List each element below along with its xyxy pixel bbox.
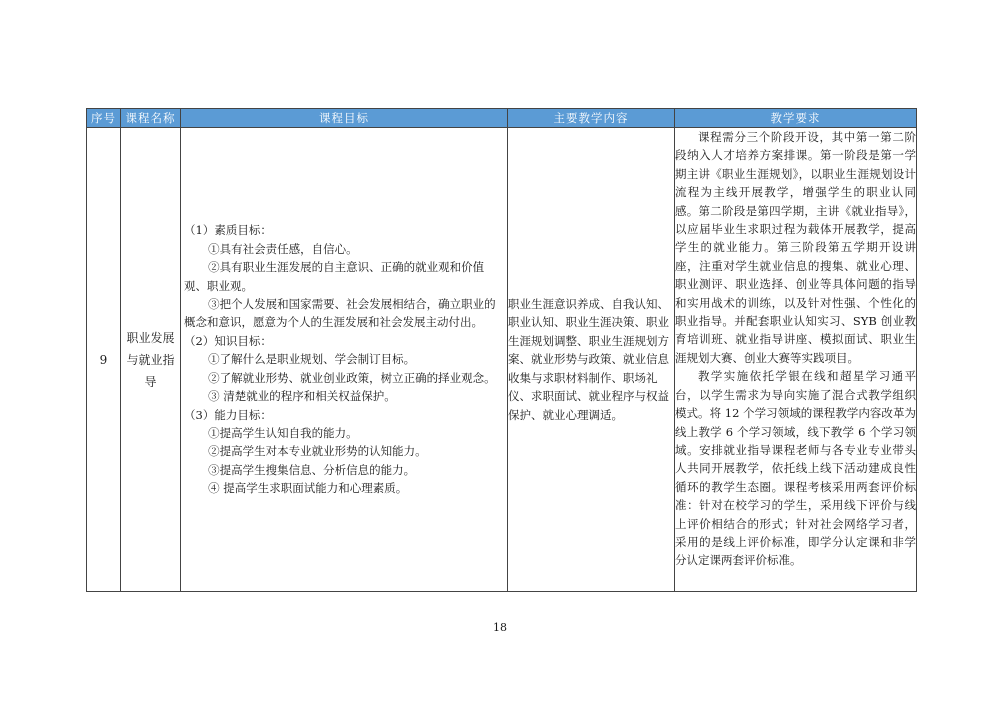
quality-goal-3: ③把个人发展和国家需要、社会发展相结合，确立职业的概念和意识，愿意为个人的生涯发展和社会发展主动付出。: [184, 297, 496, 330]
table-header-row: [87, 109, 917, 128]
header-course-goals: 课程目标: [181, 109, 508, 128]
quality-goal-2: ②具有职业生涯发展的自主意识、正确的就业观和价值观、职业观。: [184, 260, 485, 293]
page-number: 18: [493, 621, 507, 634]
ability-goal-4: ④ 提高学生求职面试能力和心理素质。: [208, 481, 408, 496]
knowledge-goal-1: ①了解什么是职业规划、学会制订目标。: [208, 352, 416, 367]
ability-goals-title: （3）能力目标：: [184, 407, 272, 422]
ability-goal-1: ①提高学生认知自我的能力。: [208, 425, 358, 440]
requirements-paragraph-1: 课程需分三个阶段开设，其中第一第二阶段纳入人才培养方案排课。第一阶段是第一学期主讲《职业生涯规划》，以职业生涯规划设计流程为主线开展教学，增强学生的职业认同感。第二阶段是第四学期，主讲《就业指导》，以应届毕业生求职过程为载体开展教学，提高学生的就业能力。第三阶段第五学期开设讲座，注重对学生就业信息的搜集、就业心理、职业测评、职业选择、创业等具体问题的指导和实用战术的训练，以及针对性强、个性化的职业指导。并配套职业认知实习、SYB 创业教育培训班、就业指导讲座、模拟面试、职业生涯规划大赛、创业大赛等实践项目。: [675, 130, 916, 365]
knowledge-goal-2: ②了解就业形势、就业创业政策，树立正确的择业观念。: [208, 370, 496, 385]
row-course-goals: [181, 128, 508, 592]
ability-goal-2: ②提高学生对本专业就业形势的认知能力。: [208, 444, 427, 459]
header-teaching-requirements: 教学要求: [675, 109, 917, 128]
quality-goals-title: （1）素质目标：: [184, 223, 272, 238]
header-index: 序号: [87, 109, 121, 128]
quality-goal-1: ①具有社会责任感，自信心。: [208, 241, 358, 256]
header-main-content: 主要教学内容: [508, 109, 675, 128]
table-row: [87, 128, 917, 592]
row-course-name: 职业发展与就业指导: [121, 128, 181, 592]
ability-goal-3: ③提高学生搜集信息、分析信息的能力。: [208, 462, 416, 477]
row-main-content: 职业生涯意识养成、自我认知、职业认知、职业生涯决策、职业生涯规划调整、职业生涯规划方案、就业形势与政策、就业信息收集与求职材料制作、职场礼仪、求职面试、就业程序与权益保护、就业心理调适。: [508, 128, 675, 592]
requirements-paragraph-2: 教学实施依托学银在线和超星学习通平台，以学生需求为导向实施了混合式教学组织模式。将 12 个学习领域的课程教学内容改革为线上教学 6 个学习领域，线下教学 6 个学习领域。安排就业指导课程老师与各专业专业带头人共同开展教学，依托线上线下活动建成良性循环的教学生态圈。课程考核采用两套评价标准：针对在校学习的学生，采用线下评价与线上评价相结合的形式；针对社会网络学习者，采用的是线上评价标准，即学分认定课和非学分认定课两套评价标准。: [675, 369, 916, 568]
course-table: [86, 108, 917, 592]
knowledge-goal-3: ③ 清楚就业的程序和相关权益保护。: [208, 389, 396, 404]
knowledge-goals-title: （2）知识目标：: [184, 333, 272, 348]
header-course-name: 课程名称: [121, 109, 181, 128]
row-teaching-requirements: [675, 128, 917, 592]
row-index: 9: [87, 128, 121, 592]
